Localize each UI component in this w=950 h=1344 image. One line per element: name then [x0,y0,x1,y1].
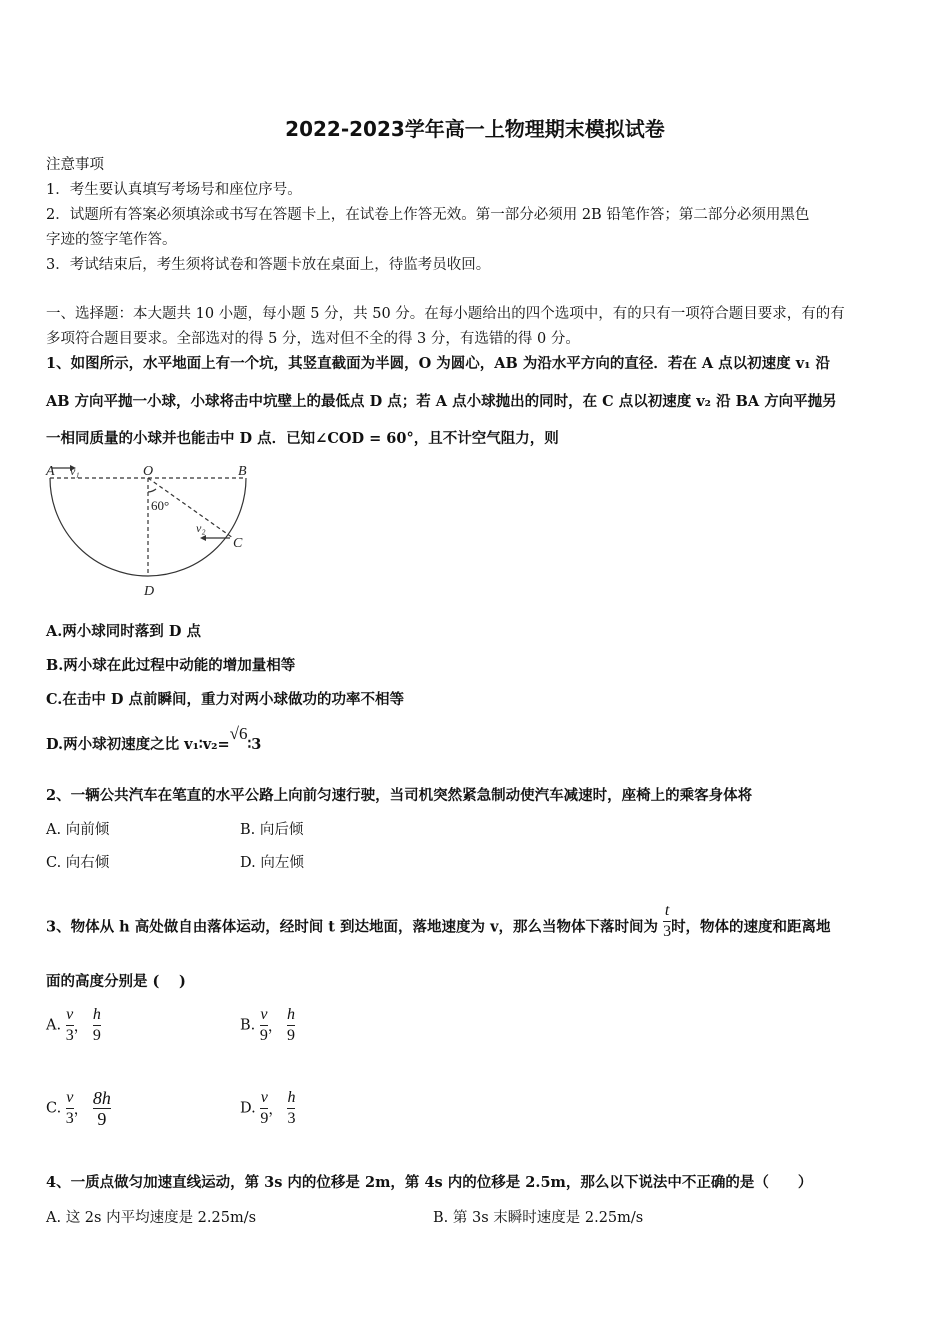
fraction-denominator: 9 [97,1109,107,1129]
fraction-denominator: 3 [65,1027,74,1044]
fraction-denominator: 9 [92,1027,101,1044]
fraction-denominator: 9 [259,1027,268,1044]
figure-label-a: A [46,464,55,479]
separator: ， [267,1019,283,1035]
section-instruction: 多项符合题目要求。全部选对的得 5 分，选对但不全的得 3 分，有选错的得 0 分。 [46,331,580,347]
fraction-numerator: h [93,1005,101,1026]
question-3-option-b [240,1005,295,1046]
question-3-stem: 面的高度分别是 ( ) [46,973,186,990]
fraction [93,1005,101,1046]
figure-label-d: D [144,584,155,599]
figure-label-c: C [233,536,243,551]
fraction-denominator: 3 [65,1110,74,1127]
option-label: A. [46,1017,62,1034]
stem-part: 3、物体从 h 高处做自由落体运动，经时间 t 到达地面，落地速度为 v，那么当物体下落时间为 [46,918,658,936]
separator: ， [73,1019,89,1035]
question-4-option-a: A. 这 2s 内平均速度是 2.25m/s [46,1210,257,1226]
question-3-option-d [240,1088,295,1129]
question-4-option-b: B. 第 3s 末瞬时速度是 2.25m/s [433,1210,644,1226]
fraction-denominator: 3 [663,923,672,940]
fraction [287,1088,295,1129]
question-1-option-a: A.两小球同时落到 D 点 [46,623,201,640]
stem-part: 时，物体的速度和距离地 [671,918,831,936]
option-d-ratio: ∶3 [247,736,262,753]
notice-item: 字迹的签字笔作答。 [46,232,177,248]
fraction-denominator: 3 [287,1110,296,1127]
option-label: B. [240,1017,256,1034]
question-2-option-d: D. 向左倾 [240,855,304,871]
question-3-stem [46,902,831,948]
figure-label-angle: 60° [151,498,170,513]
fraction-numerator: v [66,1088,74,1109]
fraction [260,1005,268,1046]
question-1-stem: 一相同质量的小球并也能击中 D 点．已知∠COD = 60°，且不计空气阻力，则 [46,430,559,447]
fraction [287,1005,295,1046]
page-title: 2022-2023学年高一上物理期末模拟试卷 [285,117,665,141]
question-1-option-d [46,724,262,754]
separator: ， [268,1102,283,1118]
option-d-text: D.两小球初速度之比 v₁∶v₂= [46,736,230,753]
question-4-stem: 4、一质点做匀加速直线运动，第 3s 内的位移是 2m，第 4s 内的位移是 2.5m，那么以下说法中不正确的是（ ） [46,1174,813,1191]
fraction [66,1005,74,1046]
fraction-numerator: v [260,1088,268,1109]
fraction-numerator: v [66,1005,74,1026]
fraction-numerator: t [663,901,671,922]
question-2-option-a: A. 向前倾 [46,822,110,838]
fraction-denominator: 9 [260,1110,269,1127]
fraction-numerator: h [287,1088,295,1109]
fraction [93,1088,111,1129]
question-2-stem: 2、一辆公共汽车在笔直的水平公路上向前匀速行驶，当司机突然紧急制动使汽车减速时，座椅上的乘客身体将 [46,787,753,804]
fraction-numerator: 8h [92,1088,111,1108]
question-3-option-a [46,1005,101,1046]
fraction-numerator: v [260,1005,268,1026]
fraction [66,1088,74,1129]
question-1-stem: 1、如图所示，水平地面上有一个坑，其竖直截面为半圆，O 为圆心，AB 为沿水平方向的直径．若在 A 点以初速度 v₁ 沿 [46,355,831,372]
option-label: C. [46,1100,62,1117]
figure-label-b: B [238,464,247,479]
fraction-numerator: h [287,1005,295,1026]
fraction-denominator: 9 [286,1027,295,1044]
question-1-stem: AB 方向平抛一小球，小球将击中坑壁上的最低点 D 点；若 A 点小球抛出的同时，在 C 点以初速度 v₂ 沿 BA 方向平抛另 [46,393,837,410]
figure-label-o: O [143,464,154,479]
separator: ， [73,1102,89,1118]
sqrt-six: √6 [229,724,248,743]
figure-label-v1: v₁ [70,464,80,478]
option-label: D. [240,1100,256,1117]
question-1-option-c: C.在击中 D 点前瞬间，重力对两小球做功的功率不相等 [46,691,405,708]
notice-heading: 注意事项 [46,157,104,173]
notice-item: 3．考试结束后，考生须将试卷和答题卡放在桌面上，待监考员收回。 [46,257,491,273]
notice-item: 1．考生要认真填写考场号和座位序号。 [46,182,302,198]
question-2-option-c: C. 向右倾 [46,855,110,871]
question-3-option-c [46,1088,111,1129]
question-2-option-b: B. 向后倾 [240,822,304,838]
section-instruction: 一、选择题：本大题共 10 小题，每小题 5 分，共 50 分。在每小题给出的四个选项中，有的只有一项符合题目要求，有的有 [46,306,845,322]
figure-label-v2: v₂ [196,521,206,535]
semicircle-pit-figure [40,458,260,603]
fraction-t-over-3 [663,901,671,942]
notice-item: 2．试题所有答案必须填涂或书写在答题卡上，在试卷上作答无效。第一部分必须用 2B 铅笔作答；第二部分必须用黑色 [46,207,810,223]
question-1-option-b: B.两小球在此过程中动能的增加量相等 [46,657,296,674]
